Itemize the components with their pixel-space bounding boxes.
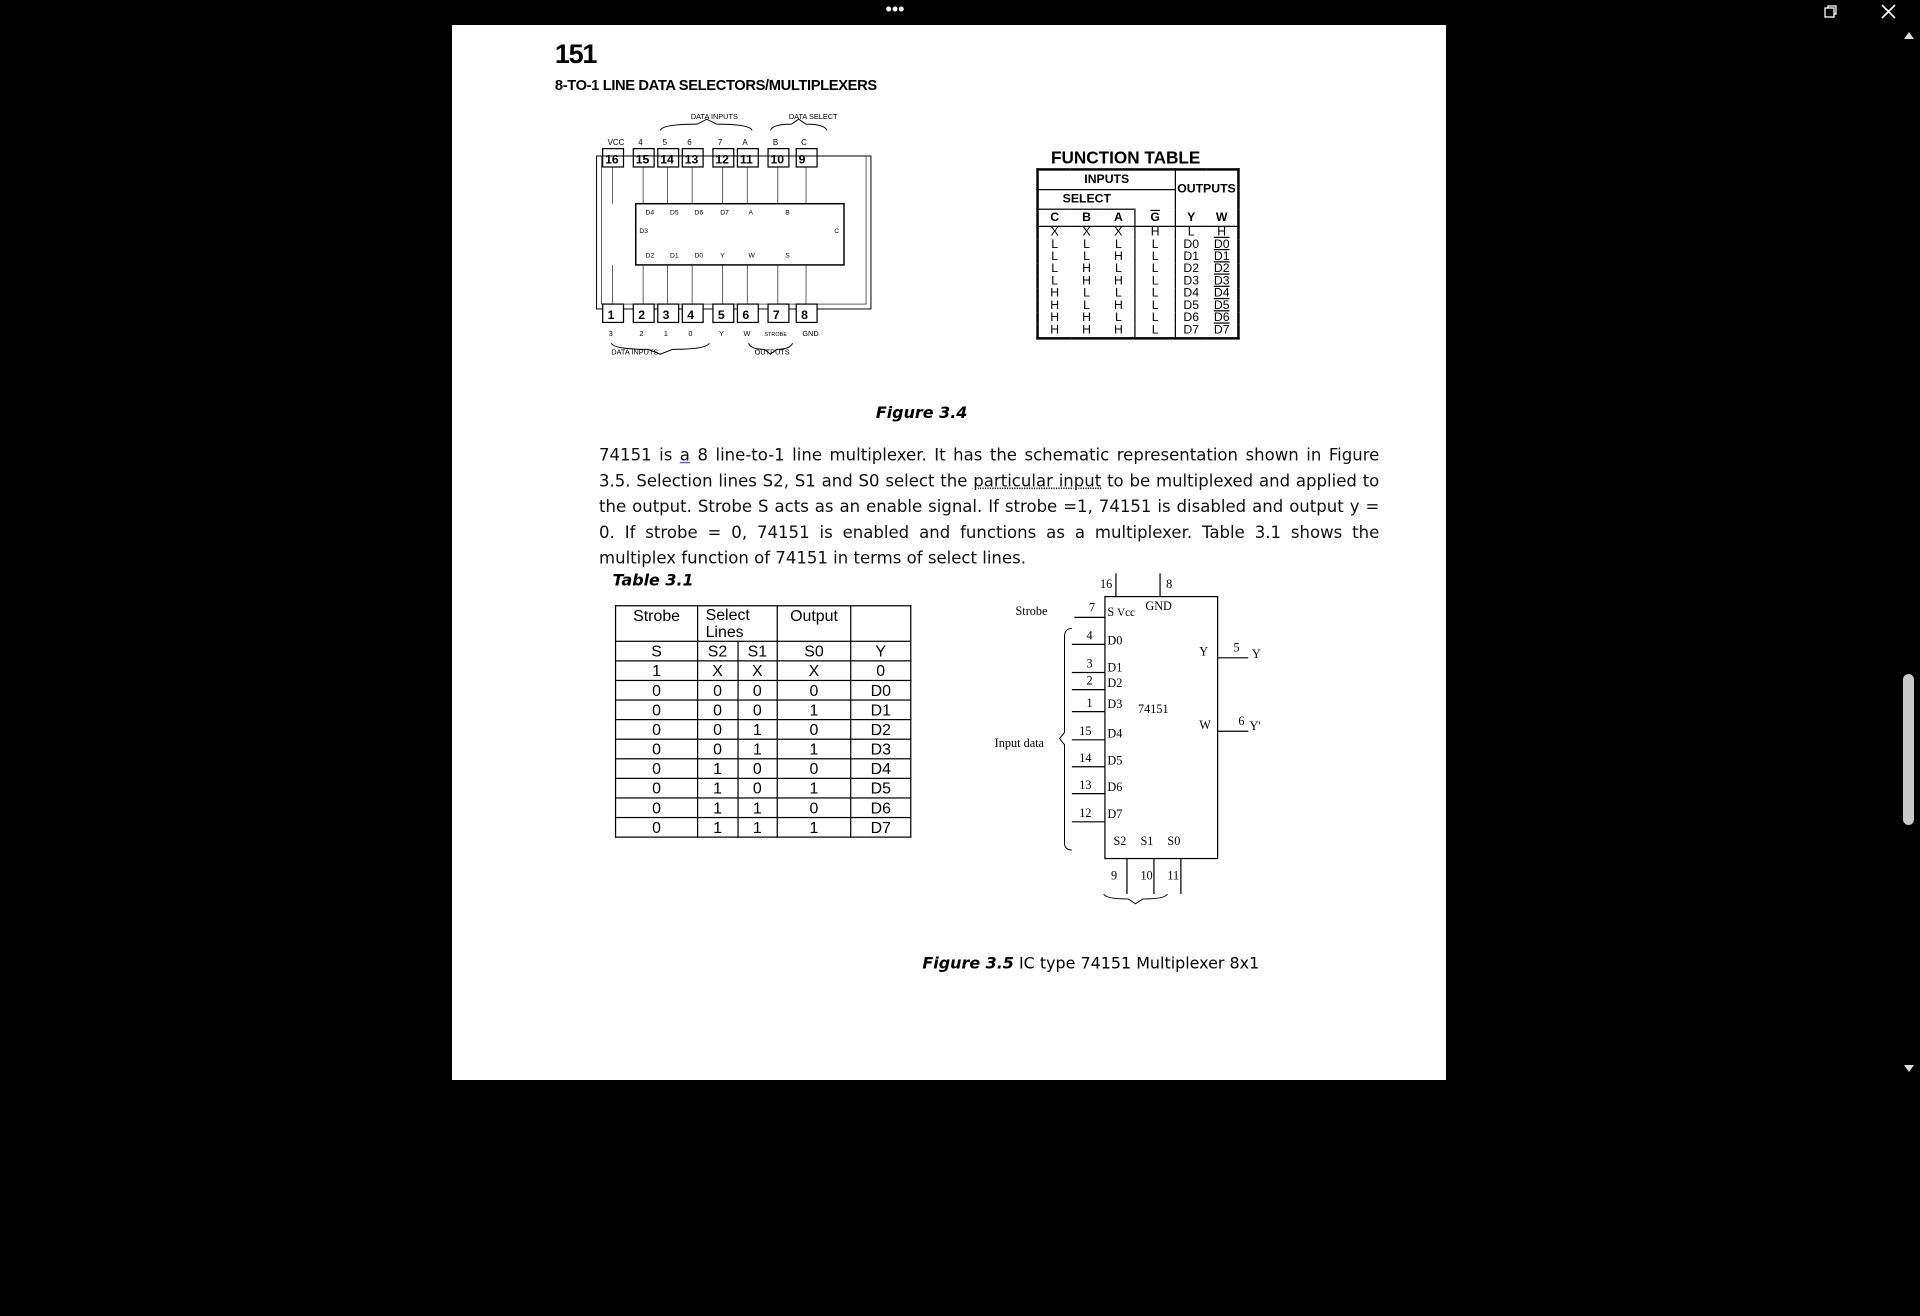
t31-row: [616, 798, 911, 818]
data-pin-number: 15: [1079, 723, 1092, 738]
select-pin-number: 11: [1167, 868, 1180, 883]
inner-label: D1: [670, 252, 679, 260]
t31-cell: 0: [616, 700, 698, 720]
inner-label: W: [748, 252, 755, 260]
data-pin-number: 4: [1086, 628, 1093, 643]
ft-cell: L: [1135, 239, 1175, 251]
pinout-group-label: DATA SELECT: [788, 112, 838, 122]
t31-cell: 0: [777, 798, 851, 818]
t31-cell: 0: [777, 680, 851, 700]
input-data-label: Input data: [994, 736, 1044, 751]
t31-cell: 1: [777, 778, 851, 798]
close-icon[interactable]: [1877, 2, 1901, 22]
t31-cell: X: [777, 661, 851, 681]
ft-cell: D1: [1213, 250, 1230, 264]
pin-number: 12: [715, 152, 729, 167]
ft-cell: D1: [1183, 250, 1200, 264]
t31-cell: 0: [616, 778, 698, 798]
inner-label: C: [834, 228, 840, 236]
inner-label: D4: [645, 209, 655, 217]
t31-cell: 1: [616, 661, 698, 681]
ft-cell: X: [1114, 225, 1123, 240]
pin-number: 15: [635, 152, 650, 167]
ft-cell: L: [1135, 251, 1175, 263]
ft-cell: D3: [1213, 274, 1230, 289]
t31-cell: D5: [851, 778, 911, 798]
select-pin-number: 9: [1111, 868, 1118, 883]
select-label: S2: [1113, 834, 1127, 849]
inner-label: D5: [670, 209, 679, 217]
ft-cell: D4: [1183, 286, 1200, 301]
t31-cell: 0: [616, 798, 698, 818]
pin-6: 6: [1238, 714, 1245, 729]
more-dots-icon[interactable]: •••: [885, 0, 905, 19]
ft-col-header: C: [1038, 209, 1071, 226]
ft-cell: D7: [1213, 323, 1230, 338]
ft-cell: H: [1113, 323, 1123, 338]
ft-col-header: A: [1102, 209, 1134, 226]
ft-cell: H: [1082, 274, 1091, 289]
pin-number: 10: [770, 152, 785, 167]
ft-cell: D4: [1213, 286, 1230, 301]
ft-outputs-header: OUTPUTS: [1177, 183, 1236, 197]
data-pin-number: 2: [1086, 673, 1093, 688]
y-out-label: Y: [1199, 644, 1209, 659]
pinout-group-label: OUTPUTS: [754, 349, 790, 357]
ft-row: [1038, 239, 1239, 251]
ft-cell: L: [1083, 237, 1090, 252]
ft-cell: L: [1135, 300, 1175, 312]
ft-cell: H: [1050, 286, 1060, 301]
t31-row: [616, 720, 911, 740]
ft-cell: L: [1083, 299, 1090, 313]
figure-3-4-caption: Figure 3.4: [875, 404, 968, 423]
t31-row: [616, 700, 911, 720]
data-input-label: D4: [1107, 726, 1123, 741]
t31-cell: 1: [777, 700, 851, 720]
data-pin-number: 13: [1079, 777, 1092, 792]
pin-8: 8: [1166, 577, 1173, 592]
t31-cell: 1: [737, 798, 777, 818]
gnd-label: GND: [1145, 599, 1172, 614]
pin-number: 9: [798, 152, 806, 167]
t31-cell: D2: [851, 720, 911, 740]
t31-cell: X: [698, 661, 738, 681]
figure-3-5-caption: [922, 955, 1259, 973]
t31-cell: 0: [737, 680, 777, 700]
ft-cell: H: [1113, 274, 1123, 289]
t31-row: [616, 739, 911, 759]
t31-cell: 1: [777, 739, 851, 759]
ft-row: [1038, 300, 1239, 312]
pinout-diagram: [587, 108, 893, 338]
t31-row: [616, 818, 911, 838]
t31-cell: 1: [698, 818, 738, 838]
t31-cell: D7: [851, 818, 911, 838]
t31-cell: D0: [851, 680, 911, 700]
pin-label: 1: [663, 328, 669, 338]
t31-row: [616, 661, 911, 681]
pin-label: B: [772, 137, 779, 147]
pin-number: 8: [801, 307, 808, 322]
t31-subheader: S0: [777, 641, 851, 661]
ft-cell: L: [1051, 237, 1059, 252]
pin-label: 6: [687, 137, 692, 147]
ft-cell: H: [1113, 250, 1123, 264]
t31-cell: 0: [777, 720, 851, 740]
ft-cell: H: [1050, 299, 1060, 313]
ft-cell: X: [1050, 225, 1059, 240]
function-table-title: FUNCTION TABLE: [1051, 147, 1201, 167]
pin-number: 13: [684, 152, 699, 167]
t31-cell: D6: [851, 798, 911, 818]
ft-cell: L: [1051, 262, 1059, 276]
pin-16: 16: [1100, 577, 1113, 592]
pin-label: 4: [638, 137, 643, 147]
ft-row: [1038, 325, 1239, 338]
figure-3-5-caption-bold: Figure 3.5: [922, 955, 1014, 974]
ft-cell: D5: [1213, 299, 1230, 313]
ft-cell: L: [1051, 274, 1059, 289]
ft-row: [1038, 288, 1239, 300]
title-bar: [0, 0, 1920, 25]
ft-row: [1038, 226, 1239, 239]
scroll-down-icon[interactable]: [1903, 1062, 1915, 1074]
t31-cell: 0: [616, 759, 698, 779]
ft-cell: L: [1135, 313, 1175, 325]
ft-cell: D0: [1183, 237, 1200, 252]
ft-cell: L: [1083, 250, 1090, 264]
figure-3-5-caption-text: IC type 74151 Multiplexer 8x1: [1013, 955, 1260, 974]
pin-number: 4: [687, 307, 695, 322]
t31-cell: 0: [616, 818, 698, 838]
t31-subheader: S: [616, 641, 698, 661]
ft-cell: D7: [1183, 323, 1200, 338]
t31-cell: 0: [737, 700, 777, 720]
inner-label: D2: [645, 252, 655, 260]
t31-header: Select Lines: [698, 606, 778, 641]
ft-col-header: Y: [1175, 209, 1206, 226]
ft-cell: D6: [1213, 311, 1230, 325]
ft-cell: H: [1217, 225, 1227, 240]
ft-cell: D2: [1213, 262, 1230, 276]
t31-cell: 1: [737, 739, 777, 759]
vcc-label: Vcc: [1117, 607, 1135, 620]
ft-cell: H: [1082, 311, 1091, 325]
data-input-label: D0: [1107, 633, 1123, 648]
figure-3-5-diagram: [994, 573, 1310, 916]
strobe-label: Strobe: [1015, 603, 1048, 618]
pin-label: 7: [717, 137, 723, 147]
pin-label: 0: [688, 328, 693, 338]
t31-cell: 0: [737, 759, 777, 779]
body-paragraph: [599, 444, 1379, 573]
ft-cell: L: [1135, 264, 1175, 276]
ft-cell: L: [1114, 286, 1122, 301]
pin-number: 1: [607, 307, 615, 322]
ic-label: 74151: [1138, 701, 1169, 716]
t31-cell: 0: [698, 720, 738, 740]
t31-cell: X: [737, 661, 777, 681]
paragraph-text: a: [679, 446, 690, 466]
ft-row: [1038, 313, 1239, 325]
t31-cell: 0: [777, 759, 851, 779]
pin-label: C: [801, 137, 807, 147]
ft-col-header: W: [1206, 209, 1238, 226]
paragraph-text: 74151 is: [599, 446, 680, 466]
data-input-label: D2: [1107, 676, 1123, 691]
t31-cell: 0: [851, 661, 911, 681]
restore-icon[interactable]: [1818, 2, 1842, 22]
inner-label: A: [748, 209, 753, 217]
t31-subheader: S2: [698, 641, 738, 661]
t31-cell: 1: [698, 759, 738, 779]
select-label: S0: [1167, 834, 1181, 849]
inner-label: B: [785, 209, 790, 217]
t31-cell: 0: [698, 680, 738, 700]
t31-cell: 0: [616, 739, 698, 759]
ft-cell: D0: [1213, 237, 1230, 252]
t31-cell: 0: [698, 739, 738, 759]
t31-cell: D3: [851, 739, 911, 759]
t31-cell: 0: [616, 680, 698, 700]
ft-col-header: B: [1071, 209, 1103, 226]
pin-label: Y: [719, 328, 724, 338]
paragraph-text: 8 line-to-1 line multiplexer. It has the schematic representation shown in Figure 3.5. Selection lines S2, S1 and S0 select the: [599, 446, 1380, 492]
inner-label: Y: [720, 252, 725, 260]
t31-cell: 1: [698, 778, 738, 798]
pin-label: 5: [662, 137, 668, 147]
pin-number: 14: [660, 152, 674, 167]
s-label: S: [1107, 605, 1115, 620]
t31-cell: 0: [616, 720, 698, 740]
t31-cell: 1: [698, 798, 738, 818]
ft-inputs-header: INPUTS: [1038, 169, 1176, 189]
inner-label: S: [785, 252, 790, 260]
t31-row: [616, 680, 911, 700]
inner-label: D3: [639, 228, 649, 236]
t31-header: [851, 606, 911, 641]
data-pin-number: 14: [1079, 750, 1092, 765]
scrollbar-track[interactable]: [1899, 25, 1920, 1080]
scrollbar-thumb[interactable]: [1903, 674, 1914, 825]
inner-label: D6: [694, 209, 704, 217]
ft-col-header: $\overline{G}$: [1135, 209, 1175, 226]
inner-label: D7: [720, 209, 729, 217]
t31-cell: 1: [737, 720, 777, 740]
ft-cell: H: [1135, 226, 1175, 239]
select-pin-number: 10: [1140, 868, 1153, 883]
pin-label: 2: [639, 328, 644, 338]
t31-subheader: Y: [851, 641, 911, 661]
pin-label: GND: [802, 328, 819, 338]
ft-cell: H: [1082, 323, 1091, 338]
y-output: Y: [1251, 646, 1261, 661]
ft-row: [1038, 251, 1239, 263]
table-3-1: [615, 605, 911, 838]
chip-title: 8-TO-1 LINE DATA SELECTORS/MULTIPLEXERS: [554, 76, 877, 94]
ft-cell: D3: [1183, 274, 1200, 289]
y-prime-output: Y': [1249, 719, 1261, 734]
t31-header: Strobe: [616, 606, 698, 641]
data-pin-number: 1: [1086, 695, 1093, 710]
ft-cell: L: [1187, 225, 1195, 240]
pinout-group-label: DATA INPUTS: [690, 112, 738, 122]
pin-number: 2: [638, 307, 646, 322]
ft-cell: L: [1114, 311, 1122, 325]
pin-number: 6: [742, 307, 750, 322]
pin-label: A: [742, 137, 748, 147]
ft-cell: D2: [1183, 262, 1200, 276]
ft-cell: L: [1135, 276, 1175, 288]
ft-cell: L: [1083, 286, 1090, 301]
ft-cell: L: [1051, 250, 1059, 264]
data-pin-number: 12: [1079, 805, 1092, 820]
t31-cell: 0: [737, 778, 777, 798]
t31-header: Output: [777, 606, 851, 641]
ft-cell: L: [1114, 262, 1122, 276]
pin-7: 7: [1089, 600, 1096, 615]
data-input-label: D7: [1107, 807, 1123, 822]
function-table: [1036, 168, 1239, 339]
ft-cell: H: [1050, 323, 1060, 338]
pin-number: 5: [717, 307, 725, 322]
ft-cell: H: [1050, 311, 1060, 325]
ft-cell: H: [1082, 262, 1091, 276]
t31-row: [616, 778, 911, 798]
t31-cell: 1: [737, 818, 777, 838]
ft-cell: D5: [1183, 299, 1200, 313]
pin-number: 3: [662, 307, 670, 322]
pin-label: W: [743, 328, 751, 338]
ft-row: [1038, 264, 1239, 276]
paragraph-text: particular input: [973, 471, 1102, 492]
pin-number: 7: [772, 307, 780, 322]
t31-subheader: S1: [737, 641, 777, 661]
chip-number: 151: [554, 38, 597, 70]
pin-5: 5: [1233, 640, 1240, 655]
data-input-label: D1: [1107, 660, 1123, 675]
data-input-label: D6: [1107, 780, 1123, 795]
pin-label: VCC: [607, 137, 625, 147]
t31-cell: 0: [698, 700, 738, 720]
data-pin-number: 3: [1086, 656, 1093, 671]
w-out-label: W: [1199, 717, 1211, 732]
table-3-1-caption: Table 3.1: [612, 572, 694, 591]
pin-number: 16: [605, 152, 619, 167]
t31-row: [616, 759, 911, 779]
t31-cell: D1: [851, 700, 911, 720]
ft-cell: H: [1113, 299, 1123, 313]
document-page: [452, 25, 1446, 1080]
ft-cell: L: [1135, 288, 1175, 300]
data-input-label: D3: [1107, 696, 1123, 711]
t31-cell: D4: [851, 759, 911, 779]
paragraph-text: to be multiplexed and applied to the output. Strobe S acts as an enable signal. If strobe =1, 74151 is disabled and output y = 0. If strobe = 0, 74151 is enabled and functions as a multiplexer. Table 3.1 shows the multiplex function of 74151 in terms of select lines.: [599, 471, 1380, 569]
scroll-up-icon[interactable]: [1903, 28, 1915, 40]
ft-cell: L: [1135, 325, 1175, 338]
t31-cell: 1: [777, 818, 851, 838]
ft-row: [1038, 276, 1239, 288]
ft-select-header: SELECT: [1038, 190, 1135, 210]
pin-number: 11: [739, 152, 753, 167]
ft-cell: L: [1114, 237, 1122, 252]
pinout-group-label: DATA INPUTS: [611, 349, 659, 357]
ft-cell: D6: [1183, 311, 1200, 325]
pin-label: 3: [608, 328, 613, 338]
ft-cell: X: [1082, 225, 1091, 240]
pin-label: STROBE: [764, 331, 788, 338]
inner-label: D0: [694, 252, 704, 260]
select-label: S1: [1140, 834, 1154, 849]
data-input-label: D5: [1107, 753, 1123, 768]
